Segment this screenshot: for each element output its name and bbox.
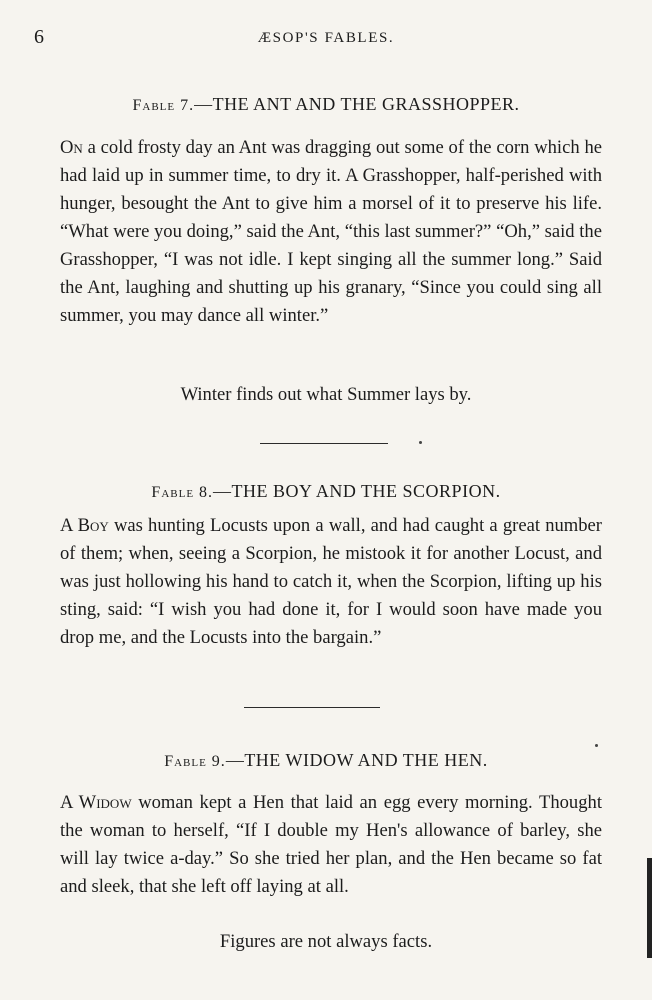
- section-divider-rule: [244, 707, 380, 708]
- running-head: [30, 26, 622, 50]
- fable-9-text: [60, 789, 602, 901]
- ink-speck: [419, 441, 422, 444]
- fable-7-heading: [0, 94, 652, 115]
- fable-8-first-word: A Boy: [60, 515, 109, 536]
- fable-7-title: —THE ANT AND THE GRASSHOPPER.: [194, 94, 520, 114]
- book-title: ÆSOP'S FABLES.: [257, 30, 395, 46]
- fable-8-body: was hunting Locusts upon a wall, and had caught a great number of them; when, seeing a Scorpion, he mistook it for another Locust, and was just hollowing his hand to catch it, when the Scorpion, lifting up his sting, said: “I wish you had done it, for I would soon have made you drop me, and the Locusts into the bargain.”: [60, 515, 602, 648]
- fable-9-label: Fable 9.: [164, 753, 226, 770]
- fable-9-moral: Figures are not always facts.: [219, 931, 433, 952]
- page-number: 6: [34, 26, 44, 48]
- fable-8-label: Fable 8.: [151, 484, 214, 501]
- fable-7-text: [60, 120, 602, 330]
- fable-7-label: Fable 7.: [132, 97, 195, 114]
- fable-8-title: —THE BOY AND THE SCORPION.: [213, 481, 501, 501]
- fable-9-title: —THE WIDOW AND THE HEN.: [225, 750, 488, 770]
- fable-9-first-word: A Widow: [60, 792, 132, 813]
- ink-speck: [595, 744, 598, 747]
- fable-8-heading: [0, 481, 652, 502]
- fable-8-text: [60, 512, 602, 652]
- fable-7-body: a cold frosty day an Ant was dragging out some of the corn which he had laid up in summer time, to dry it. A Grasshopper, half-perished with hunger, besought the Ant to give him a morsel of it to preserve his life. “What were you doing,” said the Ant, “this last summer?” “Oh,” said the Grasshopper, “I was not idle. I kept singing all the summer long.” Said the Ant, laughing and shutting up his granary, “Since you could sing all summer, you may dance all winter.”: [60, 137, 602, 326]
- fable-7-first-word: On: [60, 137, 83, 158]
- fable-9-body: woman kept a Hen that laid an egg every morning. Thought the woman to herself, “If I double my Hen's allowance of barley, she will lay twice a-day.” So she tried her plan, and the Hen became so fat and sleek, that she left off laying at all.: [60, 792, 602, 897]
- section-divider-rule: [260, 443, 388, 444]
- fable-9-heading: [0, 750, 652, 771]
- page-edge-shadow: [647, 858, 652, 958]
- fable-7-moral: Winter finds out what Summer lays by.: [180, 384, 472, 405]
